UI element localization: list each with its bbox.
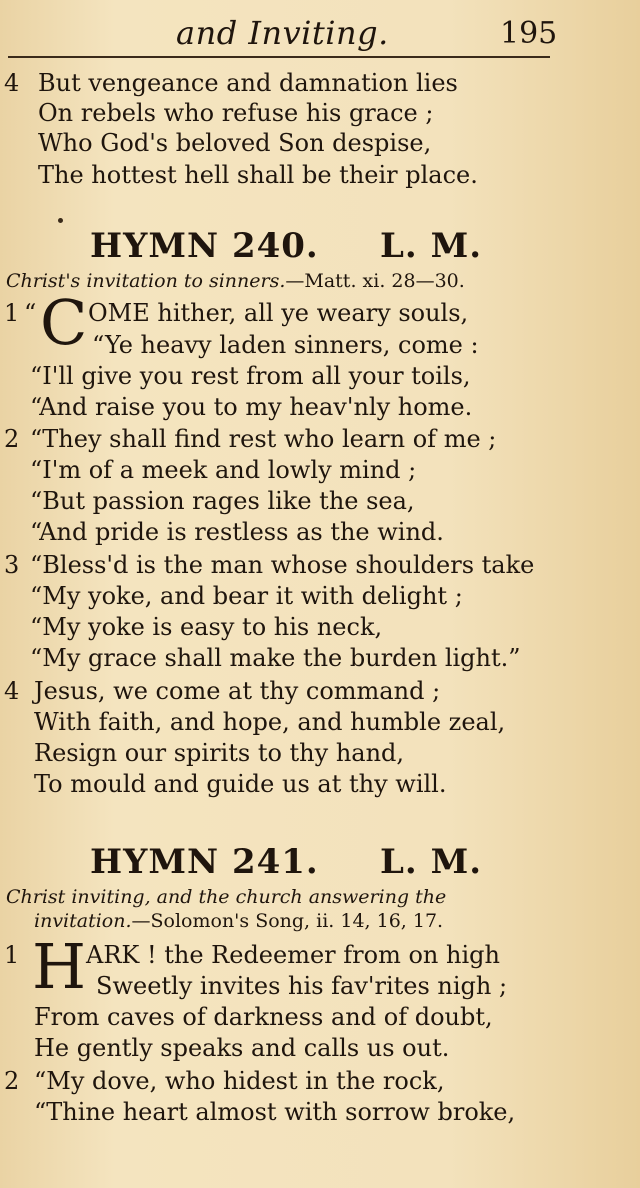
verse-text: The hottest hell shall be their place. [38,161,478,189]
verse-text: “My grace shall make the burden light.” [30,644,521,672]
verse-text: To mould and guide us at thy will. [34,770,447,798]
verse-text: “I'm of a meek and lowly mind ; [30,456,417,484]
running-head: and Inviting. [176,14,389,52]
verse-text: Jesus, we come at thy command ; [34,677,441,705]
page-header [0,10,640,54]
drop-cap: C [40,286,88,359]
verse-text: With faith, and hope, and humble zeal, [34,708,506,736]
open-quote: “ [24,299,37,327]
subtitle-italic: invitation. [34,910,132,932]
stanza-number: 4 [4,69,20,97]
verse-text: “They shall find rest who learn of me ; [30,425,497,453]
subtitle-italic: Christ's invitation to sinners. [6,270,286,292]
verse-text: Resign our spirits to thy hand, [34,739,405,767]
scripture-reference: —Solomon's Song, ii. 14, 16, 17. [131,910,444,932]
verse-text: “My yoke, and bear it with delight ; [30,582,463,610]
stanza-number: 1 [4,941,20,969]
verse-text: “I'll give you rest from all your toils, [30,362,471,390]
stanza-number: 4 [4,677,20,705]
drop-cap: H [32,930,87,1003]
page-number: 195 [500,16,558,51]
hymn-meter: L. M. [380,842,483,882]
verse-text: “My yoke is easy to his neck, [30,613,383,641]
hymn-title: HYMN 241. [90,842,319,882]
verse-text: “Ye heavy laden sinners, come : [92,331,479,359]
verse-text: He gently speaks and calls us out. [34,1034,450,1062]
stanza-number: 1 [4,299,20,327]
hymn-subtitle-line2 [34,910,443,932]
hymn-meter: L. M. [380,226,483,266]
verse-text: ARK ! the Redeemer from on high [86,941,500,969]
verse-text: “But passion rages like the sea, [30,487,415,515]
verse-text: OME hither, all ye weary souls, [88,299,469,327]
verse-text: From caves of darkness and of doubt, [34,1003,493,1031]
verse-text: “And raise you to my heav'nly home. [30,393,473,421]
verse-text: “Bless'd is the man whose shoulders take [30,551,535,579]
ornament-dot [58,218,63,223]
verse-text: Sweetly invites his fav'rites nigh ; [96,972,508,1000]
verse-text: “And pride is restless as the wind. [30,518,444,546]
hymn-title: HYMN 240. [90,226,319,266]
verse-text: Who God's beloved Son despise, [38,129,432,157]
stanza-number: 2 [4,425,20,453]
subtitle-italic: Christ inviting, and the church answering the [6,886,447,908]
verse-text: On rebels who refuse his grace ; [38,99,434,127]
verse-text: “My dove, who hidest in the rock, [34,1067,445,1095]
verse-text: “Thine heart almost with sorrow broke, [34,1098,516,1126]
stanza-number: 2 [4,1067,20,1095]
scripture-reference: —Matt. xi. 28—30. [285,270,465,292]
stanza-number: 3 [4,551,20,579]
hymn-subtitle [6,886,446,908]
verse-text: But vengeance and damnation lies [38,69,458,97]
header-rule [8,56,550,58]
